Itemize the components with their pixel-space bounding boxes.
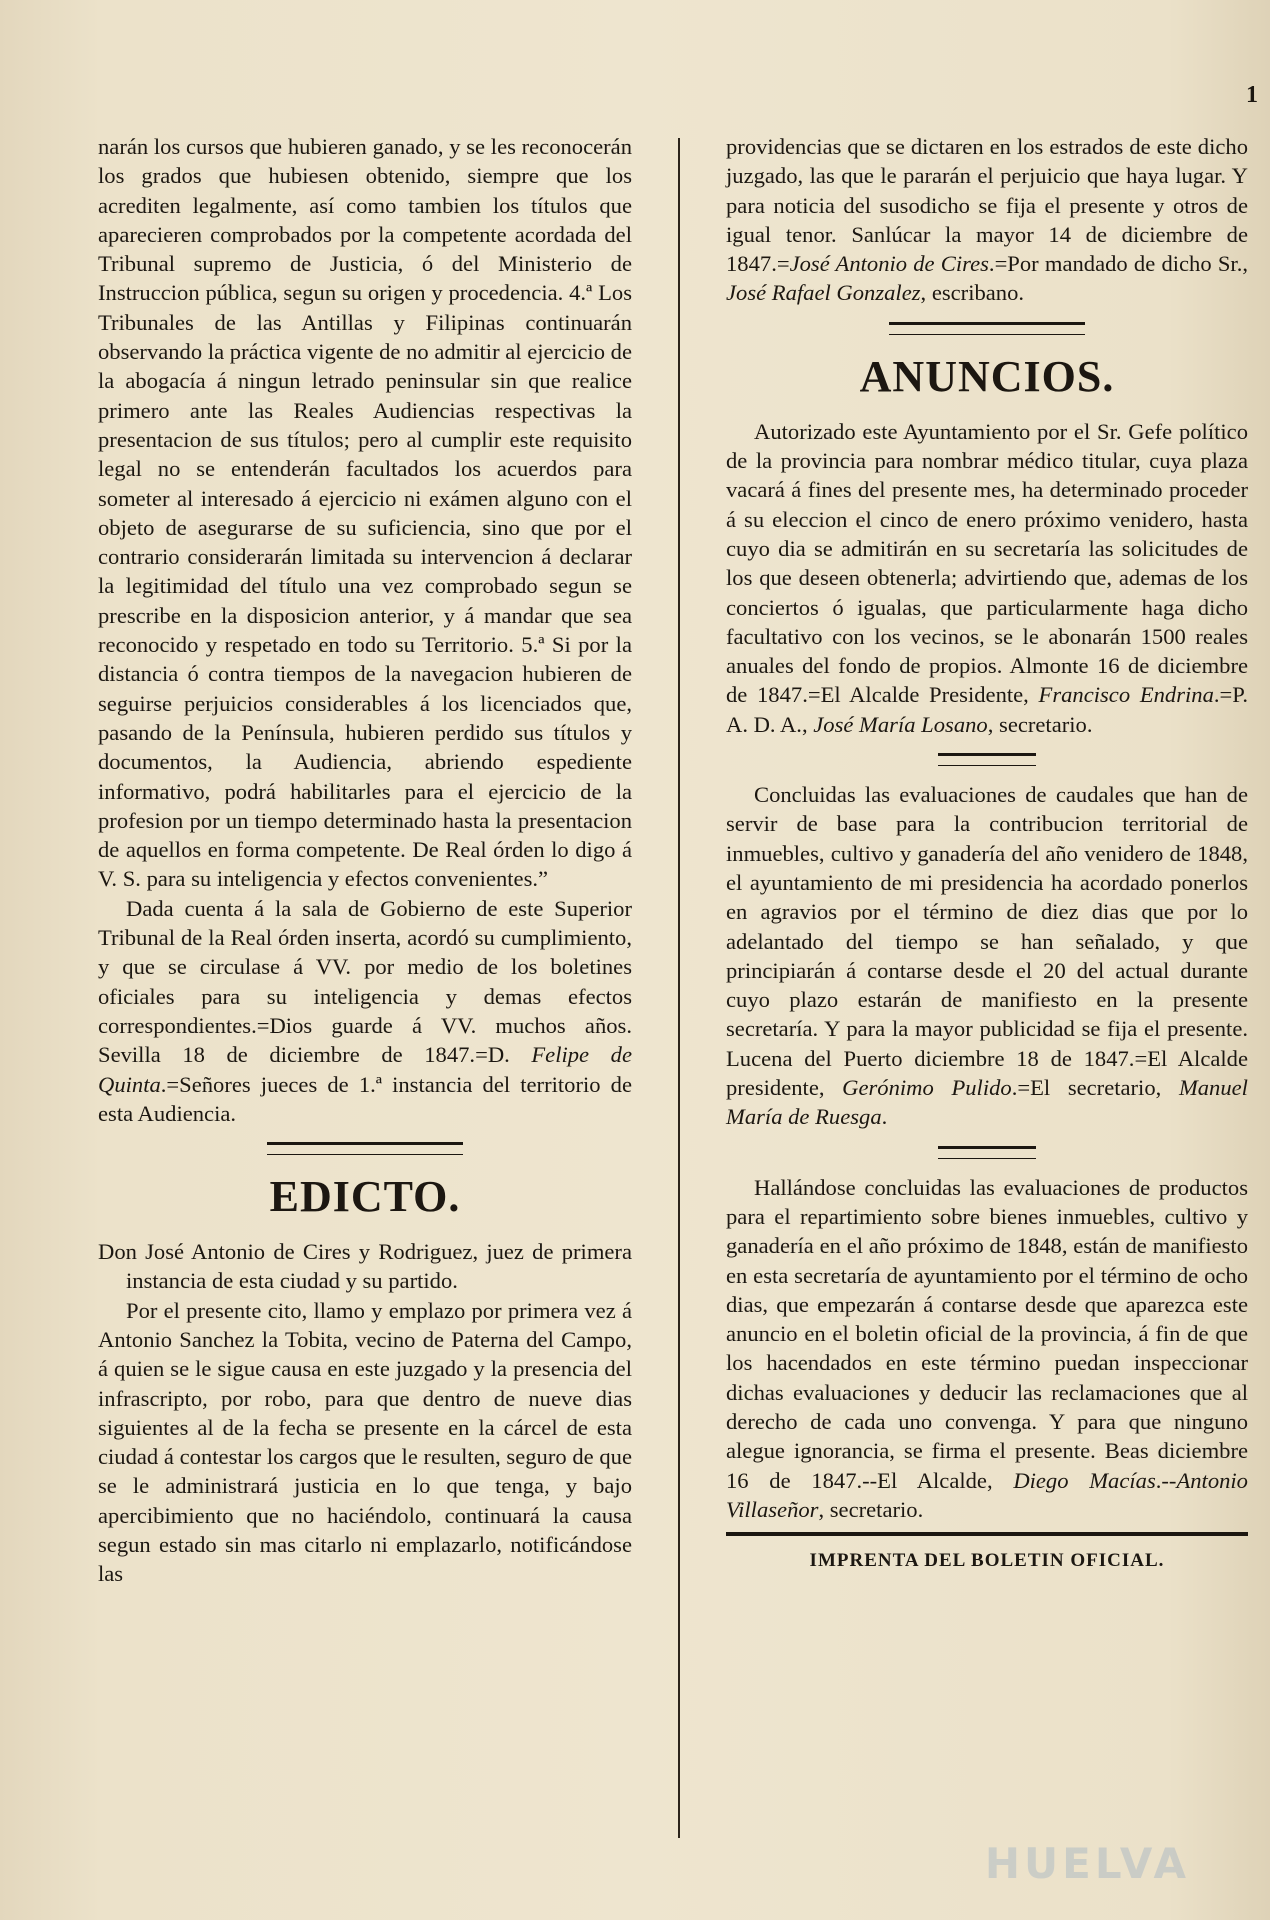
anuncio-lucena	[726, 780, 1248, 1132]
anuncio-divider	[938, 1146, 1036, 1159]
imprint-rule	[726, 1532, 1248, 1536]
page-number: 1	[1246, 82, 1258, 108]
section-divider	[267, 1142, 463, 1155]
edicto-continuation-text: providencias que se dictaren en los estrados de este dicho juzgado, las que le pararán el perjuicio que haya lugar. Y para noticia del susodicho se fija el presente y otros de igual tenor. Sanlúcar la mayor 14 de diciembre de 1847.=	[726, 134, 1248, 277]
tribunal-closing: .=Señores jueces de 1.ª instancia del territorio de esta Audiencia.	[98, 1071, 632, 1126]
edicto-end-text: , escribano.	[920, 280, 1025, 306]
tribunal-text: Dada cuenta á la sala de Gobierno de este Superior Tribunal de la Real órden inserta, acordó su cumplimiento, y que se circulase á VV. por medio de los boletines oficiales para su inteligencia y demas efectos correspondientes.=Dios guarde á VV. muchos años. Sevilla 18 de diciembre de 1847.=D.	[98, 895, 632, 1068]
anuncio-almonte	[726, 417, 1248, 739]
signature-cires: José Antonio de Cires	[789, 251, 989, 277]
signature-villasenor: Antonio Villaseñor	[726, 1467, 1248, 1522]
edicto-heading: EDICTO.	[269, 1172, 461, 1222]
edicto-body: Por el presente cito, llamo y emplazo por primera vez á Antonio Sanchez la Tobita, vecino de Paterna del Campo, á quien se le sigue causa en este juzgado y la presencia del infrascripto, por robo, para que dentro de nueve dias siguientes al de la fecha se presente en la cárcel de esta ciudad á contestar los cargos que le resulten, seguro de que se le administrará justicia en lo que tenga, y bajo apercibimiento que no haciéndolo, continuará la causa segun estado sin mas citarlo ni emplazarlo, notificándose las	[98, 1297, 632, 1587]
signature-losano: José María Losano	[813, 711, 988, 737]
signature-pulido: Gerónimo Pulido	[842, 1075, 1012, 1101]
anuncio-beas	[726, 1173, 1248, 1525]
edicto-mid-text: .=Por mandado de dicho Sr.,	[988, 251, 1248, 277]
anuncio-almonte-mid: .=P. A. D. A.,	[726, 682, 1248, 737]
anuncio-almonte-text: Autorizado este Ayuntamiento por el Sr. Gefe político de la provincia para nombrar médico titular, cuya plaza vacará á fines del presente mes, ha determinado proceder á su eleccion el cinco de enero próximo venidero, hasta cuyo dia se admitirán en su secretaría las solicitudes de los que deseen obtenerla; advirtiendo que, ademas de los conciertos ó igualas, que particularmente haga dicho facultativo con los vecinos, se le abonarán 1500 reales anuales del fondo de propios. Almonte 16 de diciembre de 1847.=El Alcalde Presidente,	[726, 418, 1248, 708]
edicto-continuation	[726, 132, 1248, 308]
royal-order-continuation: narán los cursos que hubieren ganado, y se les reconocerán los grados que hubiesen obtenido, siempre que los acrediten legalmente, así como tambien los títulos que aparecieren comprobados por la competente acordada del Tribunal supremo de Justicia, ó del Ministerio de Instruccion pública, segun su origen y procedencia. 4.ª Los Tribunales de las Antillas y Filipinas continuarán observando la práctica vigente de no admitir al ejercicio de la abogacía á ningun letrado peninsular sin que realice primero ante las Reales Audiencias respectivas la presentacion de sus títulos; pero al cumplir este requisito legal no se entenderán facultados los acuerdos para someter al interesado á ejercicio ni exámen alguno con el objeto de asegurarse de su suficiencia, sino que por el contrario considerarán limitada su intervencion á declarar la legitimidad del título una vez comprobado segun se prescribe en la disposicion anterior, y á mandar que sea reconocido y respetado en todo su Territorio. 5.ª Si por la distancia ó contra tiempos de la navegacion hubieren de seguirse perjuicios considerables á los licenciados que, pasando de la Península, hubieren perdido sus títulos y documentos, la Audiencia, abriendo espediente informativo, podrá habilitarles para el ejercicio de la profesion por un tiempo determinado hasta la presentacion de aquellos en forma competente. De Real órden lo digo á V. S. para su inteligencia y efectos convenientes.”	[98, 134, 632, 892]
right-column	[726, 132, 1248, 1575]
anuncio-almonte-end: , secretario.	[987, 711, 1093, 737]
section-divider	[889, 322, 1085, 335]
signature-macias: Diego Macías	[1013, 1467, 1156, 1493]
signature-endrina: Francisco Endrina	[1038, 682, 1214, 708]
signature-ruesga: Manuel María de Ruesga	[726, 1075, 1248, 1130]
anuncio-beas-end: , secretario.	[818, 1496, 924, 1522]
anuncio-divider	[938, 753, 1036, 766]
anuncio-beas-text: Hallándose concluidas las evaluaciones de productos para el repartimiento sobre bienes inmuebles, cultivo y ganadería en el año próximo de 1848, están de manifiesto en esta secretaría de ayuntamiento por el término de ocho dias, que empezarán á contarse desde que aparezca este anuncio en el boletin oficial de la provincia, á fin de que los hacendados en este término puedan inspeccionar dichas evaluaciones y deducir las reclamaciones que al derecho de cada uno convenga. Y para que ninguno alegue ignorancia, se firma el presente. Beas diciembre 16 de 1847.--El Alcalde,	[726, 1174, 1248, 1493]
imprint-line: IMPRENTA DEL BOLETIN OFICIAL.	[809, 1550, 1165, 1572]
anuncio-lucena-mid: .=El secretario,	[1011, 1075, 1179, 1101]
anuncios-heading: ANUNCIOS.	[859, 351, 1115, 401]
edicto-intro: Don José Antonio de Cires y Rodriguez, juez de primera instancia de esta ciudad y su partido.	[98, 1239, 632, 1294]
anuncio-beas-mid: .--	[1155, 1467, 1177, 1493]
signature-quinta: Felipe de Quinta	[98, 1042, 632, 1097]
tribunal-paragraph	[98, 894, 632, 1128]
column-divider	[678, 138, 680, 1838]
archive-watermark: HUELVA	[984, 1839, 1190, 1888]
signature-gonzalez: José Rafael Gonzalez	[726, 280, 921, 306]
anuncio-lucena-end: .	[881, 1104, 888, 1130]
anuncio-lucena-text: Concluidas las evaluaciones de caudales que han de servir de base para la contribucion territorial de inmuebles, cultivo y ganadería del año venidero de 1848, el ayuntamiento de mi presidencia ha acordado ponerlos en agravios por el término de diez dias que por lo adelantado del tiempo se han señalado, y que principiarán á contarse desde el 20 del actual durante cuyo plazo estarán de manifiesto en la presente secretaría. Y para la mayor publicidad se fija el presente. Lucena del Puerto diciembre 18 de 1847.=El Alcalde presidente,	[726, 782, 1248, 1101]
left-column	[98, 132, 632, 1589]
